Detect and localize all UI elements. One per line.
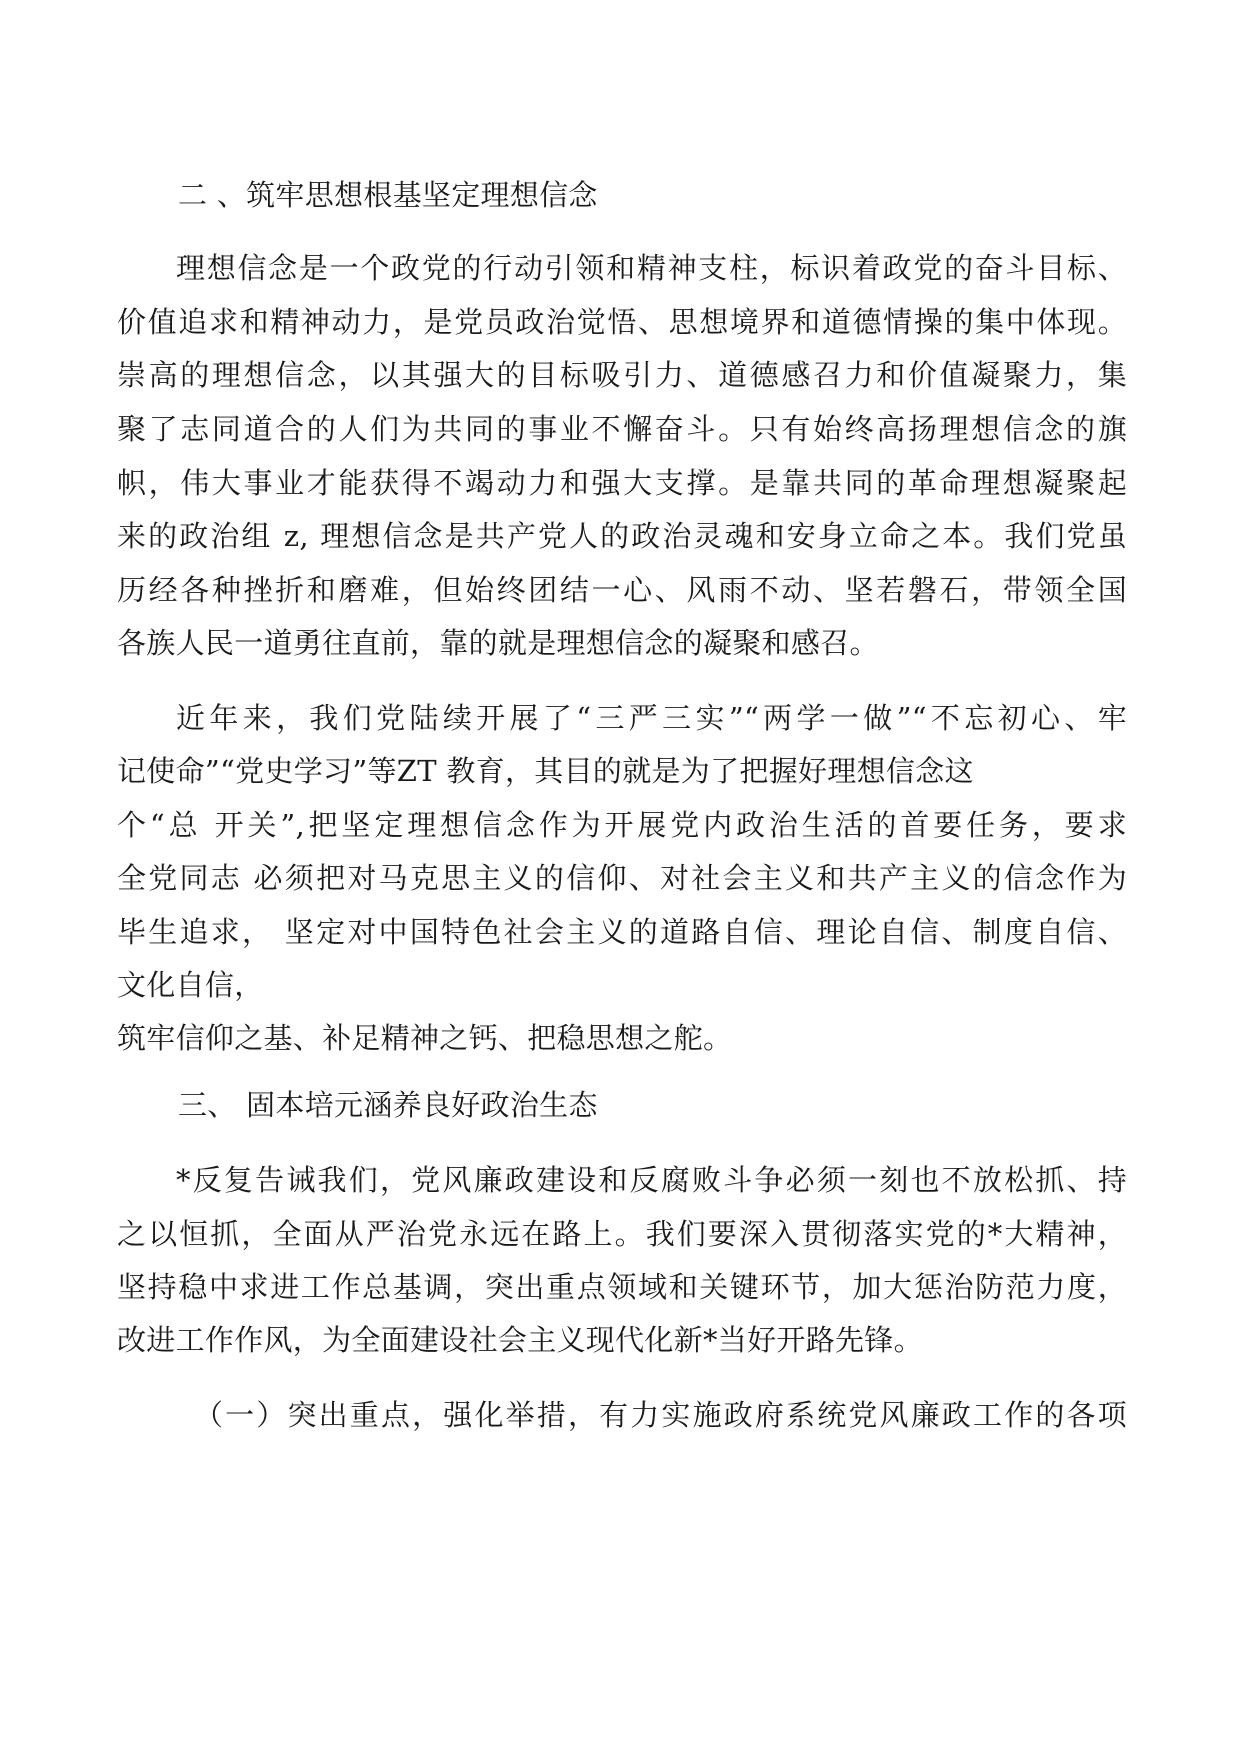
paragraph-line: 记使命”“党史学习”等ZT 教育，其目的就是为了把握好理想信念这 (117, 754, 974, 788)
paragraph-line: 崇高的理想信念，以其强大的目标吸引力、道德感召力和价值凝聚力，集 (117, 358, 1127, 392)
paragraph-line: 改进工作作风，为全面建设社会主义现代化新*当好开路先锋。 (117, 1323, 923, 1357)
paragraph-line: 帜，伟大事业才能获得不竭动力和强大支撑。是靠共同的革命理想凝聚起 (117, 466, 1127, 500)
paragraph-line: 理想信念是一个政党的行动引领和精神支柱，标识着政党的奋斗目标、 (176, 251, 1127, 285)
paragraph-line: 筑牢信仰之基、补足精神之钙、把稳思想之舵。 (117, 1021, 733, 1055)
section-heading: 二 、筑牢思想根基坚定理想信念 (178, 178, 598, 212)
paragraph-line: 毕生追求， 坚定对中国特色社会主义的道路自信、理论自信、制度自信、 (117, 915, 1127, 949)
section-heading: 三、 固本培元涵养良好政治生态 (178, 1088, 598, 1122)
subsection-heading: （一）突出重点，强化举措，有力实施政府系统党风廉政工作的各项 (194, 1398, 1127, 1432)
paragraph-line: 近年来，我们党陆续开展了“三严三实”“两学一做”“不忘初心、牢 (176, 701, 1127, 735)
paragraph-line: 聚了志同道合的人们为共同的事业不懈奋斗。只有始终高扬理想信念的旗 (117, 412, 1127, 446)
paragraph-line: 全党同志 必须把对马克思主义的信仰、对社会主义和共产主义的信念作为 (117, 861, 1127, 895)
paragraph-line: 价值追求和精神动力，是党员政治觉悟、思想境界和道德情操的集中体现。 (117, 305, 1127, 339)
paragraph-line: 个“总 开关”,把坚定理想信念作为开展党内政治生活的首要任务，要求 (117, 808, 1127, 842)
paragraph-line: 来的政治组 z, 理想信念是共产党人的政治灵魂和安身立命之本。我们党虽 (117, 519, 1127, 553)
paragraph-line: 各族人民一道勇往直前，靠的就是理想信念的凝聚和感召。 (117, 626, 879, 660)
paragraph-line: *反复告诫我们，党风廉政建设和反腐败斗争必须一刻也不放松抓、持 (176, 1163, 1127, 1197)
paragraph-line: 文化自信， (117, 968, 264, 1002)
paragraph-line: 之以恒抓，全面从严治党永远在路上。我们要深入贯彻落实党的*大精神， (117, 1217, 1127, 1251)
paragraph-line: 历经各种挫折和磨难，但始终团结一心、风雨不动、坚若磐石，带领全国 (117, 573, 1127, 607)
paragraph-line: 坚持稳中求进工作总基调，突出重点领域和关键环节，加大惩治防范力度， (117, 1270, 1127, 1304)
